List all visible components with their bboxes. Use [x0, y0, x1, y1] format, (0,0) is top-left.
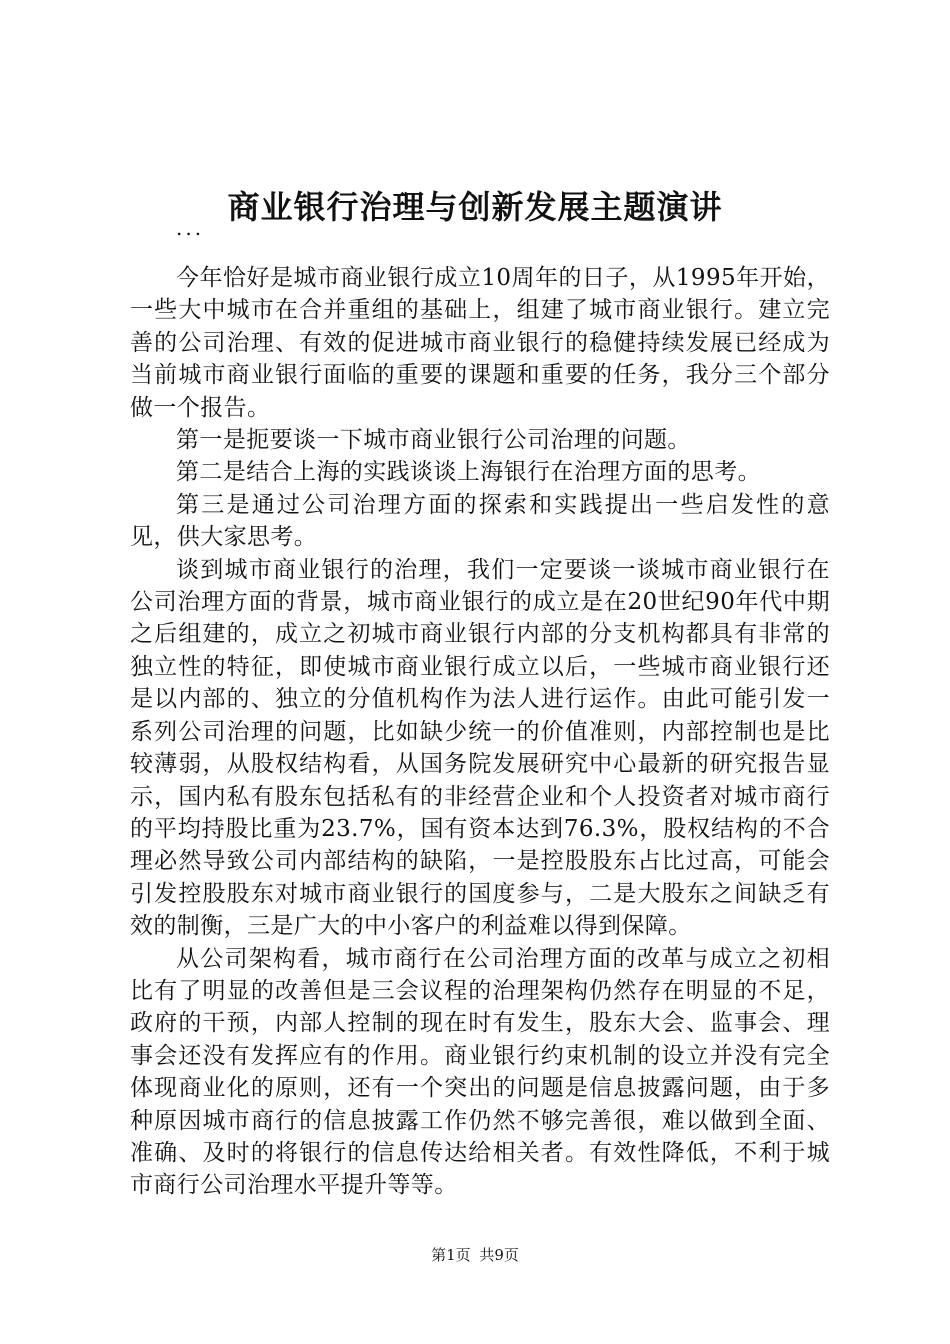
paragraph-structure: 从公司架构看，城市商行在公司治理方面的改革与成立之初相比有了明显的改善但是三会议程的治理架构仍然存在明显的不足，政府的干预，内部人控制的现在时有发生，股东大会、监事会、理事会还没有发挥应有的作用。商业银行约束机制的设立并没有完全体现商业化的原则，还有一个突出的问题是信息披露问题，由于多种原因城市商行的信息披露工作仍然不够完善很，难以做到全面、准确、及时的将银行的信息传达给相关者。有效性降低，不利于城市商行公司治理水平提升等等。 — [130, 945, 830, 1199]
page-total: 共9页 — [479, 1246, 519, 1264]
paragraph-intro: 今年恰好是城市商业银行成立10周年的日子，从1995年开始，一些大中城市在合并重组的基础上，组建了城市商业银行。建立完善的公司治理、有效的促进城市商业银行的稳健持续发展已经成为当前城市商业银行面临的重要的课题和重要的任务，我分三个部分做一个报告。 — [130, 265, 830, 421]
paragraph-part-two: 第二是结合上海的实践谈谈上海银行在治理方面的思考。 — [176, 459, 761, 486]
ellipsis-marker: ... — [176, 216, 205, 240]
paragraph-part-three: 第三是通过公司治理方面的探索和实践提出一些启发性的意见，供大家思考。 — [130, 491, 830, 551]
paragraph-background: 谈到城市商业银行的治理，我们一定要谈一谈城市商业银行在公司治理方面的背景，城市商业银行的成立是在20世纪90年代中期之后组建的，成立之初城市商业银行内部的分支机构都具有非常的独立性的特征，即使城市商业银行成立以后，一些城市商业银行还是以内部的、独立的分值机构作为法人进行运作。由此可能引发一系列公司治理的问题，比如缺少统一的价值准则，内部控制也是比较薄弱，从股权结构看，从国务院发展研究中心最新的研究报告显示，国内私有股东包括私有的非经营企业和个人投资者对城市商行的平均持股比重为23.7%，国有资本达到76.3%，股权结构的不合理必然导致公司内部结构的缺陷，一是控股股东占比过高，可能会引发控股股东对城市商业银行的国度参与，二是大股东之间缺乏有效的制衡，三是广大的中小客户的利益难以得到保障。 — [130, 556, 830, 940]
page-footer — [0, 1245, 950, 1265]
document-body — [130, 262, 830, 1202]
document-title: 商业银行治理与创新发展主题演讲 — [227, 188, 723, 226]
paragraph-part-one: 第一是扼要谈一下城市商业银行公司治理的问题。 — [176, 427, 691, 454]
page-number: 第1页 — [431, 1246, 471, 1264]
